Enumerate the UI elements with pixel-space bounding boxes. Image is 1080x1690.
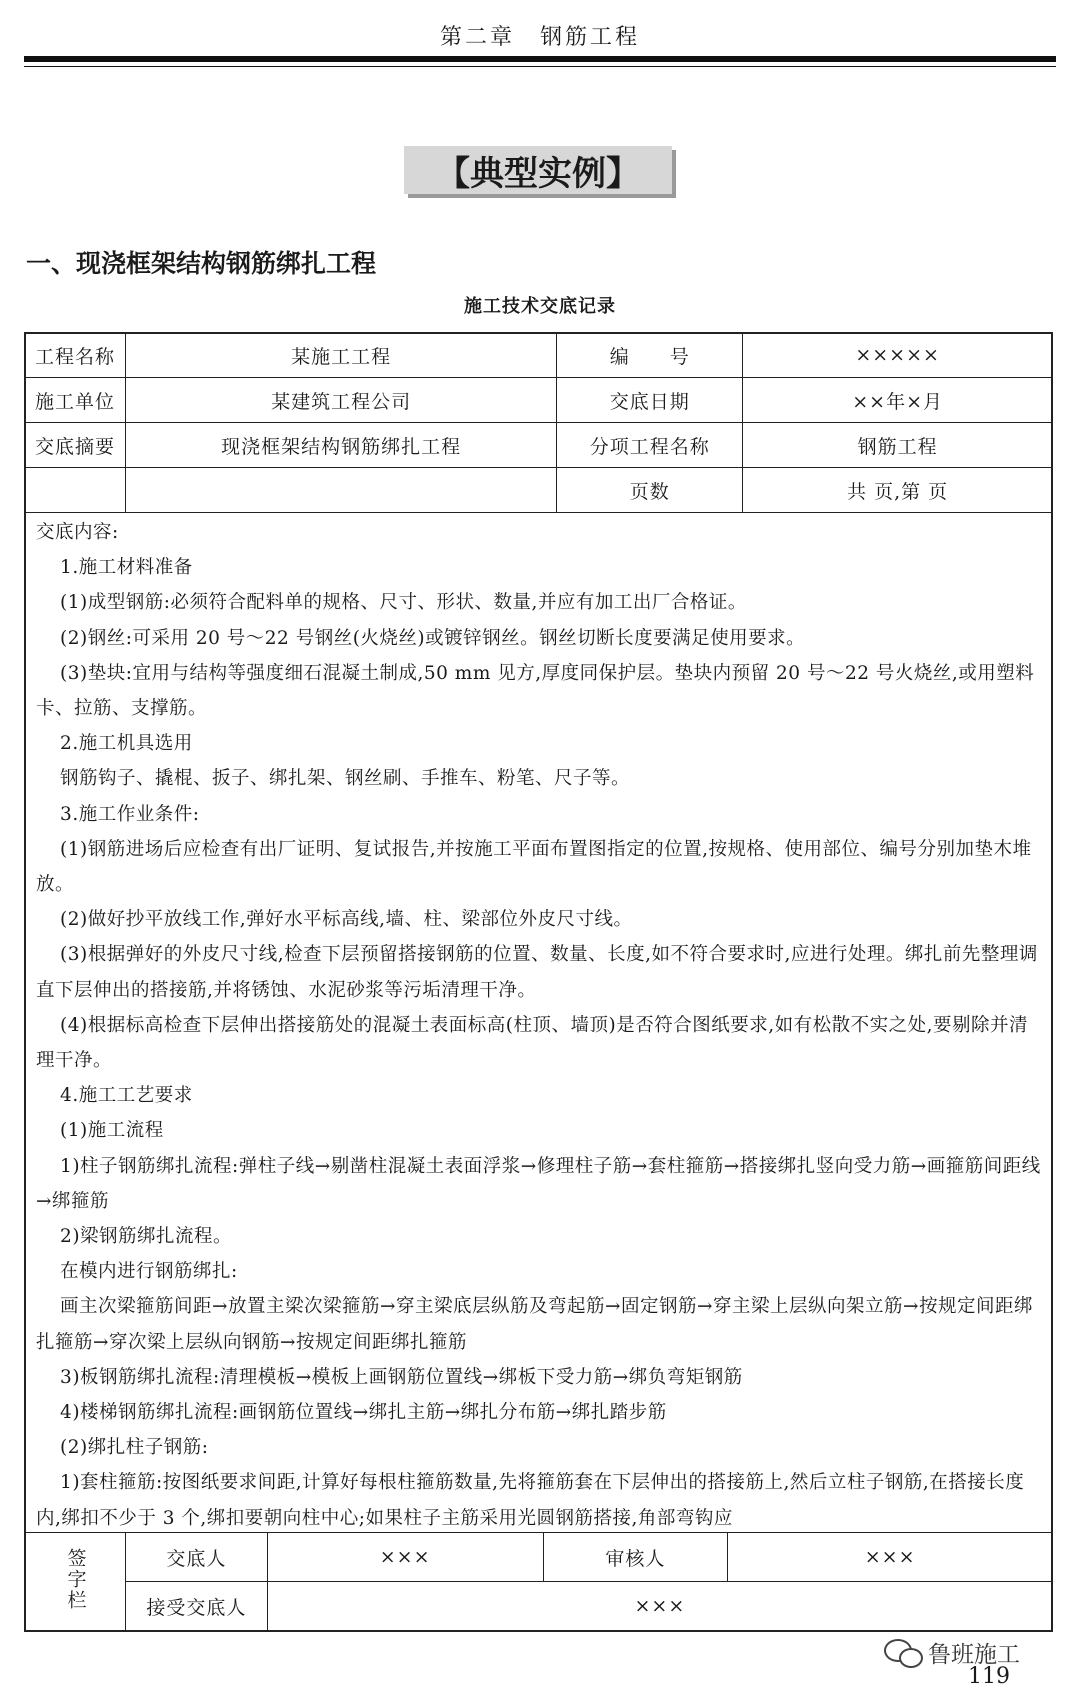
cell-date: ××年×月 xyxy=(743,378,1053,423)
content-paragraph: 4.施工工艺要求 xyxy=(60,1085,193,1107)
cell-subitem: 钢筋工程 xyxy=(743,423,1053,468)
info-table xyxy=(24,332,1053,513)
discloser-label: 交底人 xyxy=(125,1533,267,1582)
cell-project-name-label: 工程名称 xyxy=(25,333,126,378)
content-paragraph: (3)垫块:宜用与结构等强度细石混凝土制成,50 mm 见方,厚度同保护层。垫块内预留 20 号～22 号火烧丝,或用塑料卡、拉筋、支撑筋。 xyxy=(36,662,1035,720)
receiver-value: ××× xyxy=(267,1582,1052,1631)
cell-pages: 共 页,第 页 xyxy=(743,468,1053,513)
cell-summary: 现浇框架结构钢筋绑扎工程 xyxy=(125,423,557,468)
content-paragraph: 钢筋钩子、撬棍、扳子、绑扎架、钢丝刷、手推车、粉笔、尺子等。 xyxy=(60,768,631,790)
signature-table xyxy=(24,1532,1053,1631)
content-paragraph: (1)成型钢筋:必须符合配料单的规格、尺寸、形状、数量,并应有加工出厂合格证。 xyxy=(60,592,747,614)
form-title: 施工技术交底记录 xyxy=(464,296,616,317)
content-paragraph: 1)柱子钢筋绑扎流程:弹柱子线→剔凿柱混凝土表面浮浆→修理柱子筋→套柱箍筋→搭接绑扎竖向受力筋→画箍筋间距线→绑箍筋 xyxy=(36,1155,1041,1212)
cell-subitem-label: 分项工程名称 xyxy=(557,423,743,468)
signature-label: 签字栏 xyxy=(64,1547,87,1611)
content-paragraph: 2.施工机具选用 xyxy=(60,733,193,755)
cell-empty xyxy=(125,468,557,513)
content-paragraph: 画主次梁箍筋间距→放置主梁次梁箍筋→穿主梁底层纵筋及弯起筋→固定钢筋→穿主梁上层纵向架立筋→按规定间距绑扎箍筋→穿次梁上层纵向钢筋→按规定间距绑扎箍筋 xyxy=(36,1296,1034,1353)
content-paragraph: 1)套柱箍筋:按图纸要求间距,计算好每根柱箍筋数量,先将箍筋套在下层伸出的搭接筋上,然后立柱子钢筋,在搭接长度内,绑扣不少于 3 个,绑扣要朝向柱中心;如果柱子主筋采用光圆钢筋搭接,角部弯钩应 xyxy=(36,1472,1025,1529)
content-paragraph: (2)绑扎柱子钢筋: xyxy=(60,1437,209,1459)
table-row xyxy=(25,378,1053,423)
content-paragraph: 3)板钢筋绑扎流程:清理模板→模板上画钢筋位置线→绑板下受力筋→绑负弯矩钢筋 xyxy=(60,1366,743,1388)
content-paragraph: (1)钢筋进场后应检查有出厂证明、复试报告,并按施工平面布置图指定的位置,按规格、使用部位、编号分别加垫木堆放。 xyxy=(36,838,1032,896)
content-paragraph: 2)梁钢筋绑扎流程。 xyxy=(60,1226,233,1248)
section-title: 一、现浇框架结构钢筋绑扎工程 xyxy=(26,249,377,278)
disclosure-content xyxy=(36,515,1042,1531)
content-paragraph: 1.施工材料准备 xyxy=(60,557,193,579)
running-head: 第二章 钢筋工程 xyxy=(439,25,640,50)
table-row xyxy=(25,468,1053,513)
cell-summary-label: 交底摘要 xyxy=(25,423,126,468)
cell-empty xyxy=(25,468,126,513)
content-paragraph: (1)施工流程 xyxy=(60,1120,164,1142)
receiver-label: 接受交底人 xyxy=(125,1582,267,1631)
content-paragraph: (2)钢丝:可采用 20 号～22 号钢丝(火烧丝)或镀锌钢丝。钢丝切断长度要满足使用要求。 xyxy=(60,627,806,649)
example-label: 【典型实例】 xyxy=(436,153,640,194)
cell-project-name: 某施工工程 xyxy=(125,333,557,378)
reviewer-label: 审核人 xyxy=(543,1533,728,1582)
page-number: 119 xyxy=(968,1664,1010,1689)
header-rule-thick xyxy=(24,56,1056,62)
cell-number-label: 编 号 xyxy=(557,333,743,378)
content-paragraph: 4)楼梯钢筋绑扎流程:画钢筋位置线→绑扎主筋→绑扎分布筋→绑扎踏步筋 xyxy=(60,1402,667,1424)
wechat-icon xyxy=(884,1639,922,1667)
cell-number: ××××× xyxy=(743,333,1053,378)
cell-pages-label: 页数 xyxy=(557,468,743,513)
table-row xyxy=(25,1582,1053,1631)
header-rule-thin xyxy=(24,66,1056,67)
content-paragraph: 在模内进行钢筋绑扎: xyxy=(60,1261,238,1283)
reviewer-value: ××× xyxy=(728,1533,1053,1582)
content-paragraph: (2)做好抄平放线工作,弹好水平标高线,墙、柱、梁部位外皮尺寸线。 xyxy=(60,909,633,931)
table-row xyxy=(25,423,1053,468)
content-paragraph: (4)根据标高检查下层伸出搭接筋处的混凝土表面标高(柱顶、墙顶)是否符合图纸要求,如有松散不实之处,要剔除并清理干净。 xyxy=(36,1014,1028,1072)
cell-unit: 某建筑工程公司 xyxy=(125,378,557,423)
cell-unit-label: 施工单位 xyxy=(25,378,126,423)
cell-date-label: 交底日期 xyxy=(557,378,743,423)
watermark-text: 鲁班施工 xyxy=(928,1642,1020,1668)
discloser-value: ××× xyxy=(267,1533,543,1582)
content-paragraph: (3)根据弹好的外皮尺寸线,检查下层预留搭接钢筋的位置、数量、长度,如不符合要求时,应进行处理。绑扎前先整理调直下层伸出的搭接筋,并将锈蚀、水泥砂浆等污垢清理干净。 xyxy=(36,944,1038,1001)
table-row xyxy=(25,1533,1053,1582)
signature-label-cell xyxy=(25,1533,126,1631)
table-row xyxy=(25,333,1053,378)
content-heading: 交底内容: xyxy=(36,522,119,543)
example-label-box xyxy=(404,146,672,194)
content-paragraph: 3.施工作业条件: xyxy=(60,803,200,825)
